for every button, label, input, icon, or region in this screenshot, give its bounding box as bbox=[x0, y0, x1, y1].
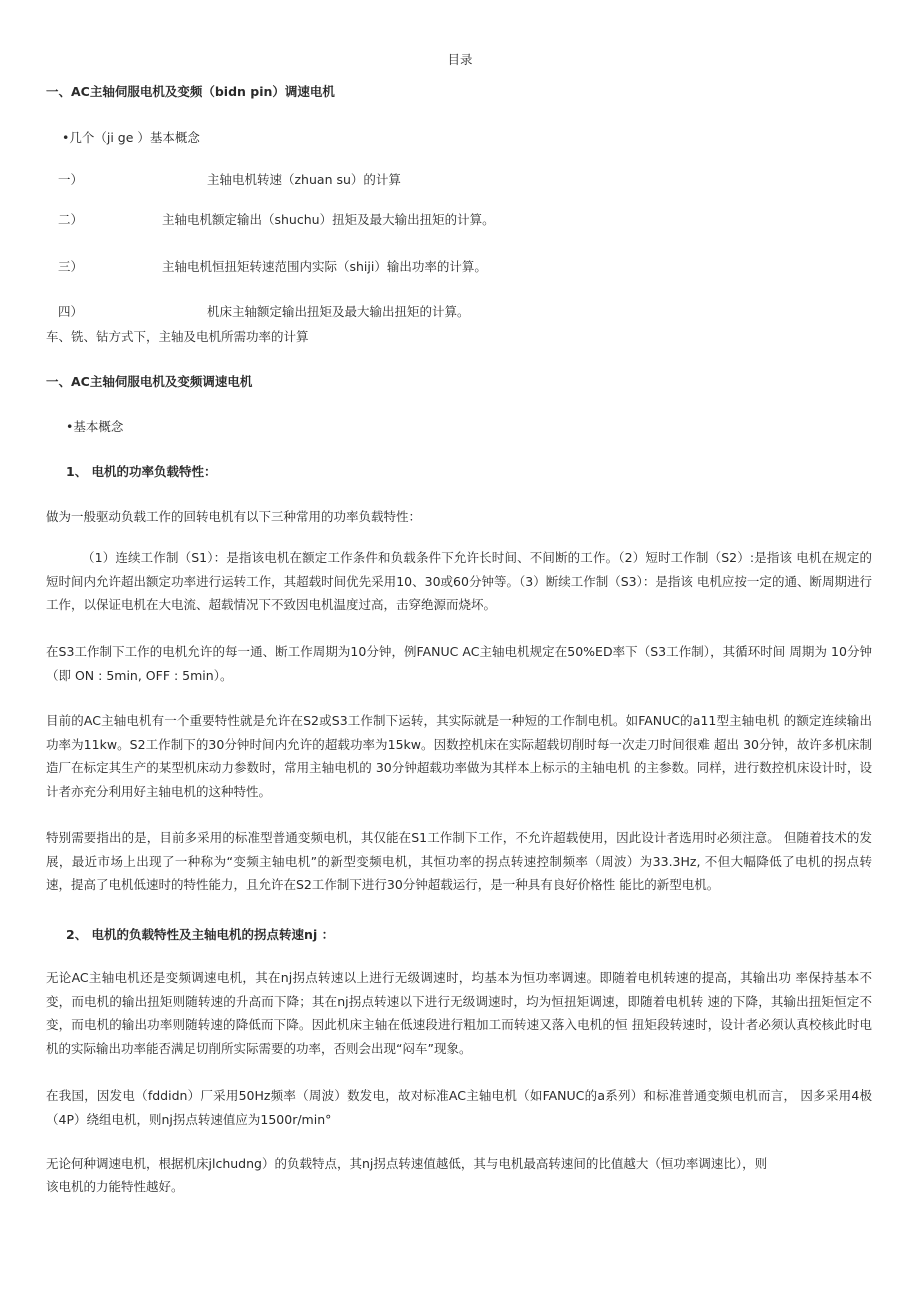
section-heading: 一、AC主轴伺服电机及变频调速电机 bbox=[46, 374, 253, 389]
toc-item-1-text: 主轴电机转速（zhuan su）的计算 bbox=[207, 172, 401, 187]
paragraph-load-characteristics bbox=[46, 966, 872, 1060]
paragraph-variable-frequency bbox=[46, 826, 872, 897]
toc-item-1-number: 一） bbox=[58, 172, 84, 187]
paragraph-ac-spindle bbox=[46, 709, 872, 803]
toc-item-2-text: 主轴电机额定输出（shuchu）扭矩及最大输出扭矩的计算。 bbox=[162, 212, 495, 227]
toc-heading: 一、AC主轴伺服电机及变频（bidn pin）调速电机 bbox=[46, 84, 335, 99]
toc-item-3-text: 主轴电机恒扭矩转速范围内实际（shiji）输出功率的计算。 bbox=[162, 259, 487, 274]
paragraph-china-frequency-text: 在我国，因发电（fddidn）厂采用50Hz频率（周波）数发电，故对标准AC主轴电机（如FANUC的a系列）和标准普通变频电机而言， 因多采用4极（4P）绕组电机，则nj拐点转速值应为1500r/min° bbox=[46, 1088, 872, 1127]
toc-item-4-number: 四） bbox=[58, 304, 84, 319]
paragraph-conclusion-line-2: 该电机的力能特性越好。 bbox=[46, 1179, 184, 1194]
subsection-1-heading: 1、 电机的功率负载特性： bbox=[66, 464, 217, 479]
paragraph-variable-frequency-text: 特别需要指出的是，目前多采用的标准型普通变频电机，其仅能在S1工作制下工作，不允许超载使用，因此设计者选用时必须注意。 但随着技术的发展，最近市场上出现了一种称为“变频主轴电机”的新型变频电机，其恒功率的拐点转速控制频率（周波）为33.3Hz, 不但大幅降低了电机的拐点转速，提高了电机低速时的特性能力，且允许在S2工作制下进行30分钟超载运行，是一种具有良好价格性 能比的新型电机。 bbox=[46, 830, 872, 892]
paragraph-intro: 做为一般驱动负载工作的回转电机有以下三种常用的功率负载特性： bbox=[46, 509, 422, 524]
paragraph-conclusion-line-1: 无论何种调速电机，根据机床jlchudng）的负载特点，其nj拐点转速值越低，其与电机最高转速间的比值越大（恒功率调速比），则 bbox=[46, 1156, 768, 1171]
paragraph-china-frequency bbox=[46, 1084, 872, 1131]
paragraph-s3-cycle-text: 在S3工作制下工作的电机允许的每一通、断工作周期为10分钟，例FANUC AC主轴电机规定在50%ED率下（S3工作制），其循环时间 周期为 10分钟（即 ON : 5min, OFF : 5min）。 bbox=[46, 644, 872, 683]
page-title: 目录 bbox=[447, 52, 473, 67]
subsection-2-heading: 2、 电机的负载特性及主轴电机的拐点转速nj ： bbox=[66, 927, 335, 942]
paragraph-work-modes bbox=[46, 546, 872, 617]
toc-item-2-number: 二） bbox=[58, 212, 84, 227]
toc-subheading: •几个（ji ge ）基本概念 bbox=[62, 130, 200, 145]
toc-item-4-text: 机床主轴额定输出扭矩及最大输出扭矩的计算。 bbox=[207, 304, 470, 319]
paragraph-work-modes-text: （1）连续工作制（S1）：是指该电机在额定工作条件和负载条件下允许长时间、不间断的工作。（2）短时工作制（S2）:是指该 电机在规定的短时间内允许超出额定功率进行运转工作，其超载时间优先采用10、30或60分钟等。（3）断续工作制（S3）：是指该 电机应按一定的通、断周期进行工作，以保证电机在大电流、超载情况下不致因电机温度过高，击穿绝源而烧坏。 bbox=[46, 550, 872, 612]
toc-extra-line: 车、铣、钻方式下，主轴及电机所需功率的计算 bbox=[46, 329, 309, 344]
toc-item-3-number: 三） bbox=[58, 259, 84, 274]
paragraph-s3-cycle bbox=[46, 640, 872, 687]
section-subheading: •基本概念 bbox=[66, 419, 124, 434]
paragraph-ac-spindle-text: 目前的AC主轴电机有一个重要特性就是允许在S2或S3工作制下运转，其实际就是一种短的工作制电机。如FANUC的a11型主轴电机 的额定连续输出功率为11kw。S2工作制下的30分钟时间内允许的超载功率为15kw。因数控机床在实际超载切削时每一次走刀时间很难 超出 30分钟，故许多机床制造厂在标定其生产的某型机床动力参数时，常用主轴电机的 30分钟超载功率做为其样本上标示的主轴电机 的主参数。同样，进行数控机床设计时，设计者亦充分利用好主轴电机的这种特性。 bbox=[46, 713, 872, 799]
paragraph-load-characteristics-text: 无论AC主轴电机还是变频调速电机，其在nj拐点转速以上进行无级调速时，均基本为恒功率调速。即随着电机转速的提高，其输出功 率保持基本不变，而电机的输出扭矩则随转速的升高而下降；其在nj拐点转速以下进行无级调速时，均为恒扭矩调速，即随着电机转 速的下降，其输出扭矩恒定不变，而电机的输出功率则随转速的降低而下降。因此机床主轴在低速段进行粗加工而转速又落入电机的恒 扭矩段转速时，设计者必须认真校核此时电机的实际输出功率能否满足切削所实际需要的功率，否则会出现“闷车”现象。 bbox=[46, 970, 872, 1056]
